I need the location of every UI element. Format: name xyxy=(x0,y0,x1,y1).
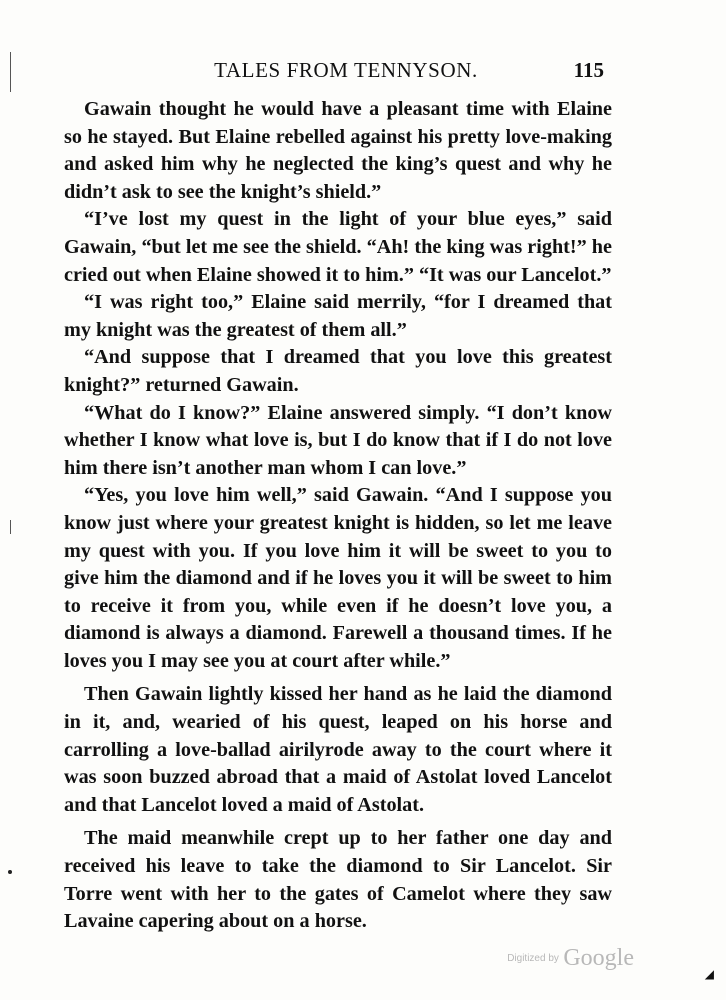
paragraph: Then Gawain lightly kissed her hand as he laid the diamond in it, and, wearied of his quest, leaped on his horse and carrolling a love-ballad airilyrode away to the court where it was soon buzzed abroad that a maid of Astolat loved Lancelot and that Lancelot loved a maid of Astolat. xyxy=(64,683,612,816)
paragraph: “I was right too,” Elaine said merrily, “for I dreamed that my knight was the greatest of them all.” xyxy=(64,291,612,341)
paragraph: “I’ve lost my quest in the light of your blue eyes,” said Gawain, “but let me see the shield. “Ah! the king was right!” he cried out when Elaine showed it to him.” “It was our Lancelot.” xyxy=(64,208,612,286)
paragraph: The maid meanwhile crept up to her father one day and received his leave to take the diamond to Sir Lancelot. Sir Torre went with her to the gates of Camelot where they saw Lavaine capering about on a horse. xyxy=(64,827,612,933)
paragraph: “Yes, you love him well,” said Gawain. “And I suppose you know just where your greatest knight is hidden, so let me leave my quest with you. If you love him it will be sweet to you to give him the diamond and if he loves you it will be sweet to him to receive it from you, while even if he doesn’t love you, a diamond is always a diamond. Farewell a thousand times. If he loves you I may see you at court after while.” xyxy=(64,484,612,672)
paragraph: “What do I know?” Elaine answered simply. “I don’t know whether I know what love is, but I do know that if I do not love him there isn’t another man whom I can love.” xyxy=(64,401,612,479)
page-corner-icon: ◢ xyxy=(704,967,714,981)
page-number: 115 xyxy=(573,58,604,82)
watermark-prefix: Digitized by xyxy=(507,953,559,964)
paragraph: “And suppose that I dreamed that you love this greatest knight?” returned Gawain. xyxy=(64,346,612,396)
left-margin-tick xyxy=(10,520,11,534)
running-header xyxy=(68,58,624,84)
digitized-by-google-watermark xyxy=(507,945,634,972)
left-margin-rule xyxy=(10,52,11,92)
running-title: TALES FROM TENNYSON. xyxy=(214,58,478,82)
page-body xyxy=(64,96,612,936)
margin-speck xyxy=(8,870,12,874)
watermark-brand: Google xyxy=(563,945,634,971)
paragraph: Gawain thought he would have a pleasant time with Elaine so he stayed. But Elaine rebelled against his pretty love-making and asked him why he neglected the king’s quest and why he didn’t ask to see the knight’s shield.” xyxy=(64,98,612,203)
